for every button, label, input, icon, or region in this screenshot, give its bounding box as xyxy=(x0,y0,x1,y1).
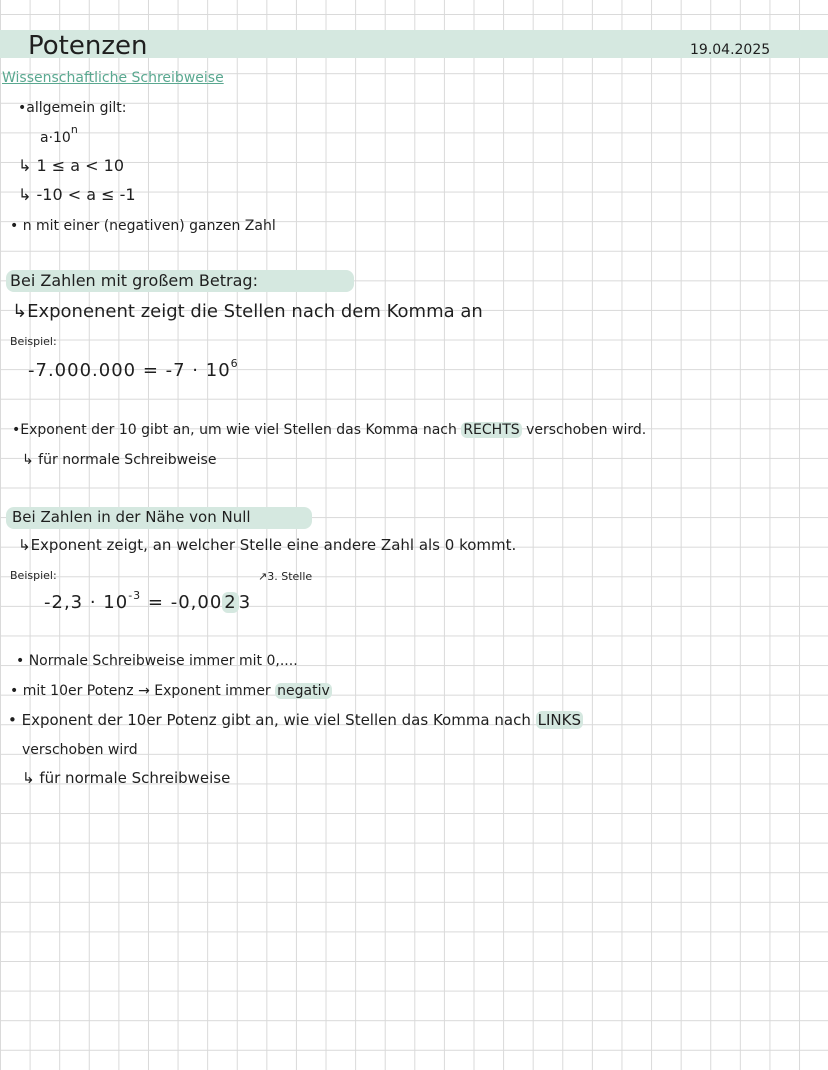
small-bullet-3-highlight: LINKS xyxy=(537,711,581,729)
small-note: ↳ für normale Schreibweise xyxy=(22,769,231,787)
large-rule-part-1: •Exponent der 10 gibt an, um wie viel Stellen das Komma nach xyxy=(12,422,462,438)
large-rule xyxy=(12,423,646,437)
large-example-label: Beispiel: xyxy=(10,335,57,348)
large-example xyxy=(28,357,239,381)
small-bullet-2 xyxy=(10,684,332,698)
large-example-exponent: 6 xyxy=(230,357,239,370)
general-formula xyxy=(40,123,78,146)
general-formula-exponent: n xyxy=(70,123,78,136)
page-title: Potenzen xyxy=(28,31,148,61)
small-example-base: -2,3 · 10 xyxy=(44,592,129,613)
small-example-result-highlight: 2 xyxy=(224,592,237,613)
large-rule-part-2: verschoben wird. xyxy=(521,422,647,438)
large-heading: Bei Zahlen mit großem Betrag: xyxy=(10,271,258,290)
general-condition-3: • n mit einer (negativen) ganzen Zahl xyxy=(10,218,276,234)
large-example-base: -7.000.000 = -7 · 10 xyxy=(28,360,231,381)
small-example-annotation: ↗3. Stelle xyxy=(258,570,313,583)
small-example-result-prefix: = -0,00 xyxy=(147,592,223,613)
small-example-label: Beispiel: xyxy=(10,569,57,582)
general-intro: •allgemein gilt: xyxy=(18,100,127,116)
small-example xyxy=(44,589,252,613)
small-bullet-2-highlight: negativ xyxy=(277,683,330,699)
general-formula-base: a·10 xyxy=(40,130,71,146)
small-line-1: ↳Exponent zeigt, an welcher Stelle eine andere Zahl als 0 kommt. xyxy=(18,536,517,554)
section-subtitle: Wissenschaftliche Schreibweise xyxy=(2,70,224,86)
small-bullet-1: • Normale Schreibweise immer mit 0,.... xyxy=(16,653,298,669)
small-heading: Bei Zahlen in der Nähe von Null xyxy=(12,508,251,526)
large-line-1: ↳Exponenent zeigt die Stellen nach dem Komma an xyxy=(12,301,483,322)
general-condition-2: ↳ -10 < a ≤ -1 xyxy=(18,185,136,204)
small-example-exponent: -3 xyxy=(128,589,142,602)
large-rule-highlight: RECHTS xyxy=(463,422,520,438)
small-bullet-3-line-2: verschoben wird xyxy=(22,742,138,758)
general-condition-1: ↳ 1 ≤ a < 10 xyxy=(18,156,124,175)
small-bullet-3 xyxy=(8,713,583,728)
small-bullet-3-part-1: • Exponent der 10er Potenz gibt an, wie viel Stellen das Komma nach xyxy=(8,711,536,729)
large-note: ↳ für normale Schreibweise xyxy=(22,452,217,468)
small-bullet-2-part-1: • mit 10er Potenz → Exponent immer xyxy=(10,683,276,699)
small-example-result-suffix: 3 xyxy=(238,592,252,613)
page-date: 19.04.2025 xyxy=(690,42,771,58)
